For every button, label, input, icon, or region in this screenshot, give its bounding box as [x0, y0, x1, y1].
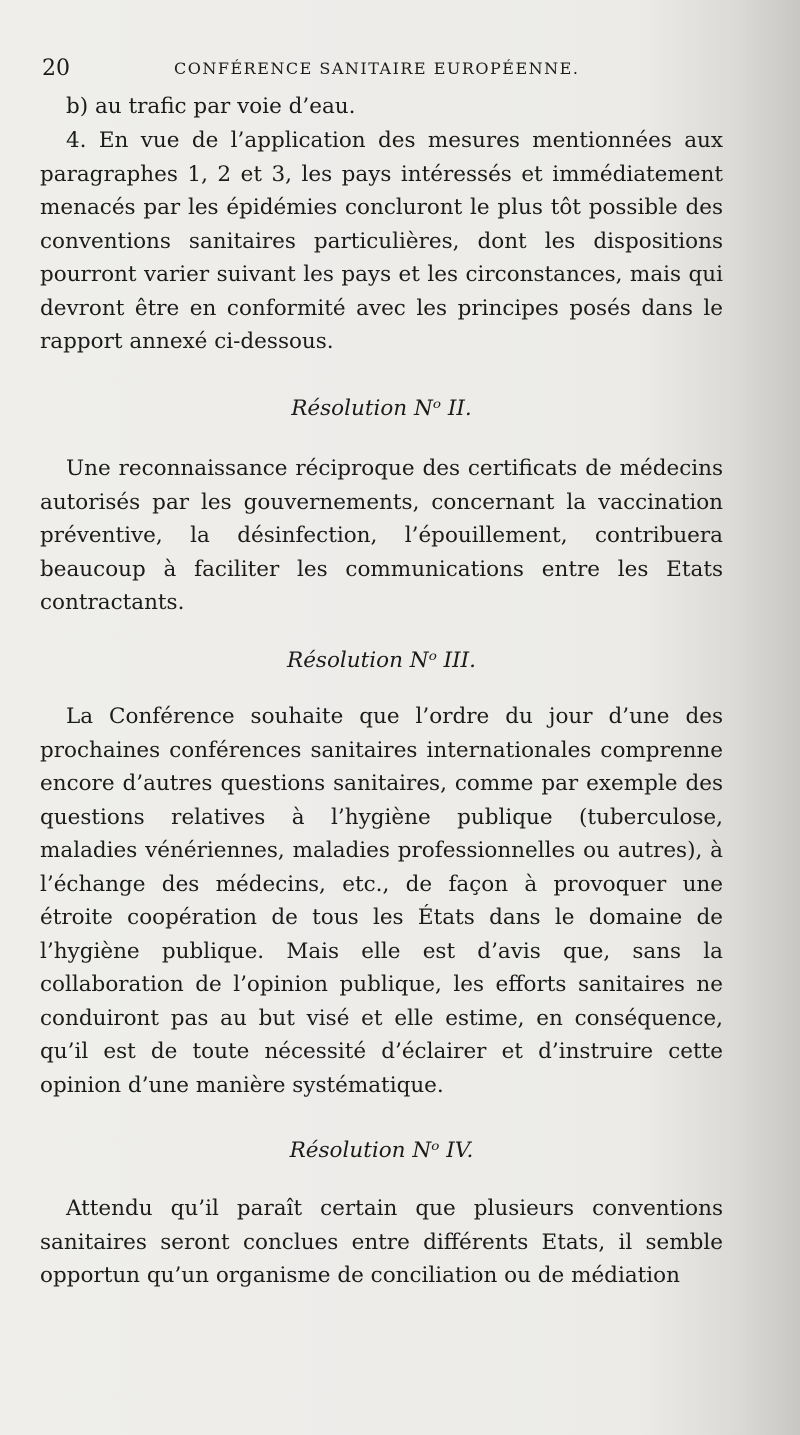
- item-b-text: b) au trafic par voie d’eau.: [66, 94, 356, 119]
- resolution-2-title: Résolution Nᵒ II.: [291, 396, 472, 421]
- resolution-4-text: Attendu qu’il paraît certain que plusieurs conventions sanitaires seront conclues entre différents Etats, il semble opportun qu’un organisme de conciliation ou de médiation: [40, 1196, 723, 1288]
- item-b: [40, 90, 723, 124]
- resolution-3-text: La Conférence souhaite que l’ordre du jour d’une des prochaines conférences sanitaires internationales comprenne encore d’autres questions sanitaires, comme par exemple des questions relatives à l’hygiène publique (tuberculose, maladies vénériennes, maladies professionnelles ou autres), à l’échange des médecins, etc., de façon à provoquer une étroite coopération de tous les États dans le domaine de l’hygiène publique. Mais elle est d’avis que, sans la collaboration de l’opinion publique, les efforts sanitaires ne conduiront pas au but visé et elle estime, en conséquence, qu’il est de toute nécessité d’éclairer et d’instruire cette opinion d’une manière systématique.: [40, 704, 723, 1098]
- running-title: CONFÉRENCE SANITAIRE EUROPÉENNE.: [174, 59, 580, 78]
- resolution-4-title: Résolution Nᵒ IV.: [289, 1138, 474, 1163]
- resolution-4-paragraph: [40, 1192, 723, 1293]
- resolution-2-text: Une reconnaissance réciproque des certificats de médecins autorisés par les gouvernements, concernant la vaccination préventive, la désinfection, l’épouillement, contribuera beaucoup à faciliter les communications entre les Etats contractants.: [40, 456, 723, 615]
- resolution-3-paragraph: [40, 700, 723, 1102]
- paragraph-4-text: 4. En vue de l’application des mesures mentionnées aux paragraphes 1, 2 et 3, les pays intéressés et immédiatement menacés par les épidémies concluront le plus tôt possible des conventions sanitaires particulières, dont les dispositions pourront varier suivant les pays et les circonstances, mais qui devront être en conformité avec les principes posés dans le rapport annexé ci-dessous.: [40, 128, 723, 354]
- page-header: [42, 56, 742, 86]
- paragraph-4: [40, 124, 723, 359]
- page-number: 20: [42, 56, 70, 81]
- resolution-2-paragraph: [40, 452, 723, 620]
- resolution-3-title: Résolution Nᵒ III.: [287, 648, 476, 673]
